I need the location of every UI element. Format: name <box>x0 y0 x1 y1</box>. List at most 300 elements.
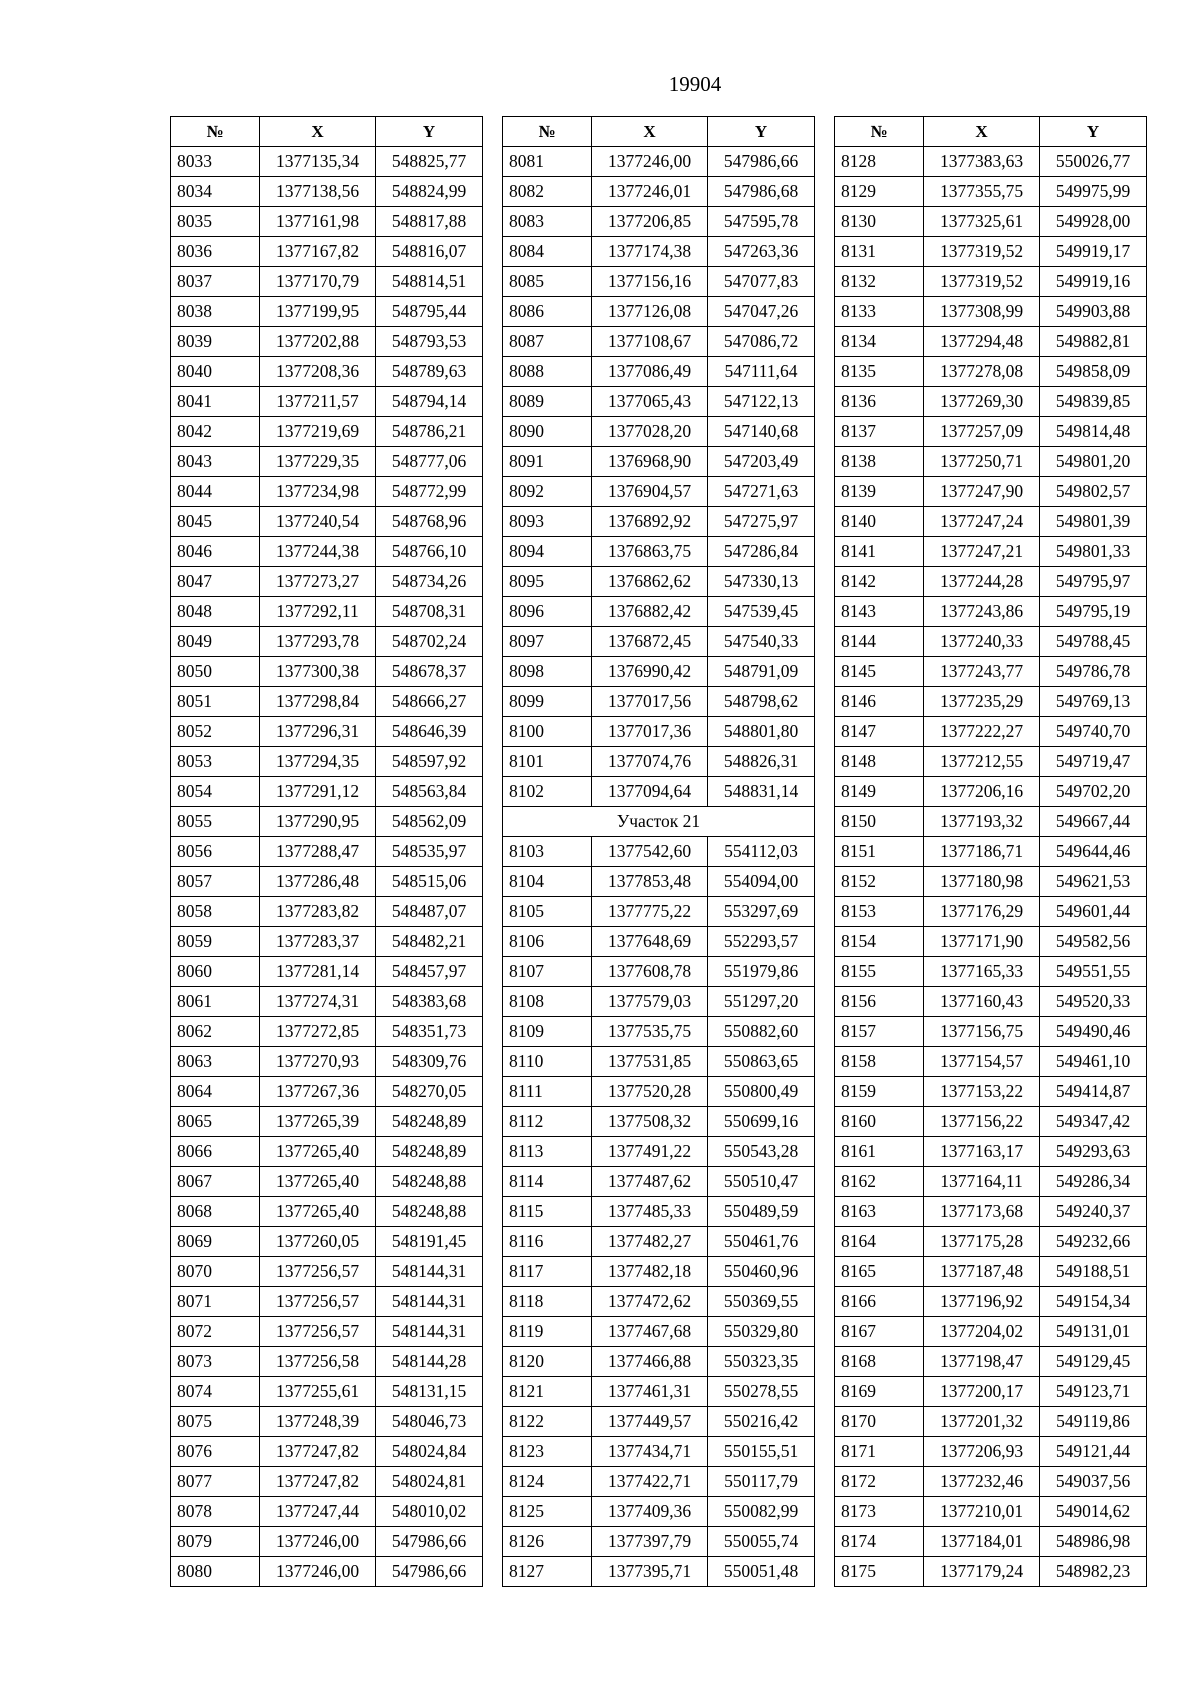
y-coordinate-cell: 548131,15 <box>376 1377 483 1407</box>
y-coordinate-cell: 550863,65 <box>708 1047 815 1077</box>
x-coordinate-cell: 1377531,85 <box>592 1047 708 1077</box>
point-number-cell: 8097 <box>503 627 592 657</box>
table-row <box>835 957 1147 987</box>
table-row <box>171 867 483 897</box>
y-coordinate-cell: 548708,31 <box>376 597 483 627</box>
x-coordinate-cell: 1377247,24 <box>924 507 1040 537</box>
x-coordinate-cell: 1377247,44 <box>260 1497 376 1527</box>
point-number-cell: 8111 <box>503 1077 592 1107</box>
y-coordinate-cell: 549621,53 <box>1040 867 1147 897</box>
y-coordinate-cell: 549129,45 <box>1040 1347 1147 1377</box>
x-coordinate-cell: 1377775,22 <box>592 897 708 927</box>
x-coordinate-cell: 1377319,52 <box>924 267 1040 297</box>
point-number-cell: 8090 <box>503 417 592 447</box>
x-coordinate-cell: 1377273,27 <box>260 567 376 597</box>
table-row <box>171 837 483 867</box>
y-coordinate-cell: 547330,13 <box>708 567 815 597</box>
x-coordinate-cell: 1377247,82 <box>260 1437 376 1467</box>
x-coordinate-cell: 1377240,54 <box>260 507 376 537</box>
point-number-cell: 8147 <box>835 717 924 747</box>
x-coordinate-cell: 1377520,28 <box>592 1077 708 1107</box>
header-number: № <box>171 117 260 147</box>
y-coordinate-cell: 550882,60 <box>708 1017 815 1047</box>
x-coordinate-cell: 1376968,90 <box>592 447 708 477</box>
x-coordinate-cell: 1377260,05 <box>260 1227 376 1257</box>
point-number-cell: 8113 <box>503 1137 592 1167</box>
header-x: X <box>260 117 376 147</box>
x-coordinate-cell: 1376872,45 <box>592 627 708 657</box>
x-coordinate-cell: 1377244,38 <box>260 537 376 567</box>
y-coordinate-cell: 548798,62 <box>708 687 815 717</box>
point-number-cell: 8133 <box>835 297 924 327</box>
x-coordinate-cell: 1377255,61 <box>260 1377 376 1407</box>
y-coordinate-cell: 548309,76 <box>376 1047 483 1077</box>
table-row <box>503 327 815 357</box>
point-number-cell: 8106 <box>503 927 592 957</box>
y-coordinate-cell: 548515,06 <box>376 867 483 897</box>
x-coordinate-cell: 1377466,88 <box>592 1347 708 1377</box>
table-row <box>503 357 815 387</box>
x-coordinate-cell: 1377210,01 <box>924 1497 1040 1527</box>
table-row <box>503 1167 815 1197</box>
table-row <box>503 1107 815 1137</box>
table-row <box>503 927 815 957</box>
x-coordinate-cell: 1377235,29 <box>924 687 1040 717</box>
y-coordinate-cell: 549014,62 <box>1040 1497 1147 1527</box>
x-coordinate-cell: 1377409,36 <box>592 1497 708 1527</box>
point-number-cell: 8164 <box>835 1227 924 1257</box>
point-number-cell: 8074 <box>171 1377 260 1407</box>
x-coordinate-cell: 1377161,98 <box>260 207 376 237</box>
x-coordinate-cell: 1377256,58 <box>260 1347 376 1377</box>
table-row <box>503 1227 815 1257</box>
x-coordinate-cell: 1377648,69 <box>592 927 708 957</box>
y-coordinate-cell: 550699,16 <box>708 1107 815 1137</box>
x-coordinate-cell: 1377247,82 <box>260 1467 376 1497</box>
table-row <box>835 897 1147 927</box>
table-row <box>171 1527 483 1557</box>
point-number-cell: 8064 <box>171 1077 260 1107</box>
point-number-cell: 8095 <box>503 567 592 597</box>
x-coordinate-cell: 1377135,34 <box>260 147 376 177</box>
point-number-cell: 8034 <box>171 177 260 207</box>
x-coordinate-cell: 1377156,16 <box>592 267 708 297</box>
x-coordinate-cell: 1377240,33 <box>924 627 1040 657</box>
point-number-cell: 8061 <box>171 987 260 1017</box>
table-row <box>503 867 815 897</box>
y-coordinate-cell: 549719,47 <box>1040 747 1147 777</box>
table-row <box>171 687 483 717</box>
table-row <box>503 237 815 267</box>
point-number-cell: 8130 <box>835 207 924 237</box>
table-row <box>171 267 483 297</box>
y-coordinate-cell: 549801,39 <box>1040 507 1147 537</box>
x-coordinate-cell: 1377173,68 <box>924 1197 1040 1227</box>
point-number-cell: 8062 <box>171 1017 260 1047</box>
point-number-cell: 8057 <box>171 867 260 897</box>
x-coordinate-cell: 1377198,47 <box>924 1347 1040 1377</box>
y-coordinate-cell: 548248,89 <box>376 1137 483 1167</box>
point-number-cell: 8154 <box>835 927 924 957</box>
y-coordinate-cell: 550543,28 <box>708 1137 815 1167</box>
y-coordinate-cell: 547047,26 <box>708 297 815 327</box>
y-coordinate-cell: 550082,99 <box>708 1497 815 1527</box>
point-number-cell: 8088 <box>503 357 592 387</box>
x-coordinate-cell: 1377256,57 <box>260 1287 376 1317</box>
table-row <box>503 507 815 537</box>
table-row <box>503 1017 815 1047</box>
x-coordinate-cell: 1377179,24 <box>924 1557 1040 1587</box>
x-coordinate-cell: 1377278,08 <box>924 357 1040 387</box>
table-row <box>171 147 483 177</box>
point-number-cell: 8082 <box>503 177 592 207</box>
table-row <box>171 1347 483 1377</box>
x-coordinate-cell: 1377283,37 <box>260 927 376 957</box>
x-coordinate-cell: 1377265,40 <box>260 1197 376 1227</box>
y-coordinate-cell: 547140,68 <box>708 417 815 447</box>
x-coordinate-cell: 1377170,79 <box>260 267 376 297</box>
table-row <box>503 897 815 927</box>
point-number-cell: 8083 <box>503 207 592 237</box>
point-number-cell: 8131 <box>835 237 924 267</box>
y-coordinate-cell: 548248,88 <box>376 1197 483 1227</box>
y-coordinate-cell: 549520,33 <box>1040 987 1147 1017</box>
y-coordinate-cell: 549347,42 <box>1040 1107 1147 1137</box>
x-coordinate-cell: 1377274,31 <box>260 987 376 1017</box>
y-coordinate-cell: 549858,09 <box>1040 357 1147 387</box>
point-number-cell: 8145 <box>835 657 924 687</box>
y-coordinate-cell: 547986,66 <box>376 1557 483 1587</box>
y-coordinate-cell: 548144,28 <box>376 1347 483 1377</box>
table-row <box>171 1467 483 1497</box>
y-coordinate-cell: 549232,66 <box>1040 1227 1147 1257</box>
y-coordinate-cell: 549795,19 <box>1040 597 1147 627</box>
table-row <box>835 747 1147 777</box>
table-row <box>835 1107 1147 1137</box>
point-number-cell: 8078 <box>171 1497 260 1527</box>
table-row <box>503 1137 815 1167</box>
y-coordinate-cell: 549461,10 <box>1040 1047 1147 1077</box>
point-number-cell: 8101 <box>503 747 592 777</box>
x-coordinate-cell: 1377246,00 <box>260 1557 376 1587</box>
x-coordinate-cell: 1377206,16 <box>924 777 1040 807</box>
table-row <box>503 1197 815 1227</box>
y-coordinate-cell: 548793,53 <box>376 327 483 357</box>
x-coordinate-cell: 1377535,75 <box>592 1017 708 1047</box>
x-coordinate-cell: 1377293,78 <box>260 627 376 657</box>
point-number-cell: 8066 <box>171 1137 260 1167</box>
y-coordinate-cell: 547111,64 <box>708 357 815 387</box>
y-coordinate-cell: 549801,33 <box>1040 537 1147 567</box>
x-coordinate-cell: 1377482,18 <box>592 1257 708 1287</box>
y-coordinate-cell: 548270,05 <box>376 1077 483 1107</box>
point-number-cell: 8117 <box>503 1257 592 1287</box>
y-coordinate-cell: 548046,73 <box>376 1407 483 1437</box>
coordinates-table-2 <box>502 116 815 1587</box>
table-row <box>171 1377 483 1407</box>
table-row <box>171 1077 483 1107</box>
x-coordinate-cell: 1376904,57 <box>592 477 708 507</box>
point-number-cell: 8146 <box>835 687 924 717</box>
table-row <box>835 177 1147 207</box>
point-number-cell: 8171 <box>835 1437 924 1467</box>
point-number-cell: 8168 <box>835 1347 924 1377</box>
x-coordinate-cell: 1377288,47 <box>260 837 376 867</box>
x-coordinate-cell: 1377163,17 <box>924 1137 1040 1167</box>
coordinates-table-3 <box>834 116 1147 1587</box>
point-number-cell: 8155 <box>835 957 924 987</box>
section-label: Участок 21 <box>503 807 815 837</box>
x-coordinate-cell: 1377246,00 <box>592 147 708 177</box>
y-coordinate-cell: 548982,23 <box>1040 1557 1147 1587</box>
y-coordinate-cell: 548814,51 <box>376 267 483 297</box>
x-coordinate-cell: 1377208,36 <box>260 357 376 387</box>
y-coordinate-cell: 549903,88 <box>1040 297 1147 327</box>
x-coordinate-cell: 1377296,31 <box>260 717 376 747</box>
point-number-cell: 8038 <box>171 297 260 327</box>
x-coordinate-cell: 1377204,02 <box>924 1317 1040 1347</box>
x-coordinate-cell: 1377257,09 <box>924 417 1040 447</box>
x-coordinate-cell: 1377193,32 <box>924 807 1040 837</box>
point-number-cell: 8132 <box>835 267 924 297</box>
table-row <box>171 927 483 957</box>
point-number-cell: 8156 <box>835 987 924 1017</box>
x-coordinate-cell: 1377269,30 <box>924 387 1040 417</box>
table-row <box>171 747 483 777</box>
table-row <box>171 897 483 927</box>
x-coordinate-cell: 1377491,22 <box>592 1137 708 1167</box>
x-coordinate-cell: 1377256,57 <box>260 1257 376 1287</box>
point-number-cell: 8039 <box>171 327 260 357</box>
point-number-cell: 8086 <box>503 297 592 327</box>
point-number-cell: 8073 <box>171 1347 260 1377</box>
y-coordinate-cell: 547595,78 <box>708 207 815 237</box>
y-coordinate-cell: 549123,71 <box>1040 1377 1147 1407</box>
table-row <box>503 1527 815 1557</box>
y-coordinate-cell: 549644,46 <box>1040 837 1147 867</box>
x-coordinate-cell: 1377243,77 <box>924 657 1040 687</box>
y-coordinate-cell: 549814,48 <box>1040 417 1147 447</box>
table-row <box>503 537 815 567</box>
y-coordinate-cell: 549795,97 <box>1040 567 1147 597</box>
y-coordinate-cell: 548597,92 <box>376 747 483 777</box>
y-coordinate-cell: 547263,36 <box>708 237 815 267</box>
y-coordinate-cell: 549414,87 <box>1040 1077 1147 1107</box>
table-row <box>835 417 1147 447</box>
x-coordinate-cell: 1377202,88 <box>260 327 376 357</box>
table-row <box>171 537 483 567</box>
table-row <box>503 477 815 507</box>
point-number-cell: 8100 <box>503 717 592 747</box>
y-coordinate-cell: 552293,57 <box>708 927 815 957</box>
x-coordinate-cell: 1377461,31 <box>592 1377 708 1407</box>
table-row <box>503 657 815 687</box>
y-coordinate-cell: 550800,49 <box>708 1077 815 1107</box>
y-coordinate-cell: 548024,84 <box>376 1437 483 1467</box>
y-coordinate-cell: 548563,84 <box>376 777 483 807</box>
table-row <box>503 1467 815 1497</box>
table-row <box>171 357 483 387</box>
table-row <box>503 567 815 597</box>
y-coordinate-cell: 549037,56 <box>1040 1467 1147 1497</box>
table-row <box>503 1377 815 1407</box>
y-coordinate-cell: 549882,81 <box>1040 327 1147 357</box>
point-number-cell: 8129 <box>835 177 924 207</box>
y-coordinate-cell: 550369,55 <box>708 1287 815 1317</box>
table-row <box>171 987 483 1017</box>
y-coordinate-cell: 550278,55 <box>708 1377 815 1407</box>
table-row <box>835 1437 1147 1467</box>
y-coordinate-cell: 548351,73 <box>376 1017 483 1047</box>
point-number-cell: 8148 <box>835 747 924 777</box>
y-coordinate-cell: 547275,97 <box>708 507 815 537</box>
table-row <box>835 147 1147 177</box>
x-coordinate-cell: 1377180,98 <box>924 867 1040 897</box>
x-coordinate-cell: 1377383,63 <box>924 147 1040 177</box>
point-number-cell: 8126 <box>503 1527 592 1557</box>
y-coordinate-cell: 549119,86 <box>1040 1407 1147 1437</box>
x-coordinate-cell: 1377542,60 <box>592 837 708 867</box>
y-coordinate-cell: 548678,37 <box>376 657 483 687</box>
y-coordinate-cell: 549786,78 <box>1040 657 1147 687</box>
y-coordinate-cell: 548768,96 <box>376 507 483 537</box>
table-row <box>171 447 483 477</box>
table-row <box>835 657 1147 687</box>
y-coordinate-cell: 548795,44 <box>376 297 483 327</box>
y-coordinate-cell: 547271,63 <box>708 477 815 507</box>
x-coordinate-cell: 1377325,61 <box>924 207 1040 237</box>
y-coordinate-cell: 547122,13 <box>708 387 815 417</box>
y-coordinate-cell: 548144,31 <box>376 1257 483 1287</box>
point-number-cell: 8049 <box>171 627 260 657</box>
y-coordinate-cell: 548487,07 <box>376 897 483 927</box>
point-number-cell: 8172 <box>835 1467 924 1497</box>
x-coordinate-cell: 1377219,69 <box>260 417 376 447</box>
y-coordinate-cell: 548766,10 <box>376 537 483 567</box>
x-coordinate-cell: 1377247,21 <box>924 537 1040 567</box>
point-number-cell: 8163 <box>835 1197 924 1227</box>
table-row <box>835 1017 1147 1047</box>
x-coordinate-cell: 1377294,48 <box>924 327 1040 357</box>
table-row <box>835 447 1147 477</box>
y-coordinate-cell: 548734,26 <box>376 567 483 597</box>
point-number-cell: 8127 <box>503 1557 592 1587</box>
y-coordinate-cell: 548791,09 <box>708 657 815 687</box>
point-number-cell: 8054 <box>171 777 260 807</box>
point-number-cell: 8070 <box>171 1257 260 1287</box>
x-coordinate-cell: 1377853,48 <box>592 867 708 897</box>
point-number-cell: 8059 <box>171 927 260 957</box>
point-number-cell: 8058 <box>171 897 260 927</box>
point-number-cell: 8053 <box>171 747 260 777</box>
x-coordinate-cell: 1377186,71 <box>924 837 1040 867</box>
y-coordinate-cell: 549788,45 <box>1040 627 1147 657</box>
table-row <box>835 207 1147 237</box>
header-y: Y <box>708 117 815 147</box>
table-row <box>171 1137 483 1167</box>
point-number-cell: 8048 <box>171 597 260 627</box>
x-coordinate-cell: 1377256,57 <box>260 1317 376 1347</box>
y-coordinate-cell: 549286,34 <box>1040 1167 1147 1197</box>
table-row <box>171 717 483 747</box>
table-row <box>503 957 815 987</box>
point-number-cell: 8140 <box>835 507 924 537</box>
y-coordinate-cell: 554094,00 <box>708 867 815 897</box>
y-coordinate-cell: 548824,99 <box>376 177 483 207</box>
point-number-cell: 8092 <box>503 477 592 507</box>
y-coordinate-cell: 548191,45 <box>376 1227 483 1257</box>
point-number-cell: 8098 <box>503 657 592 687</box>
table-row <box>171 657 483 687</box>
x-coordinate-cell: 1377319,52 <box>924 237 1040 267</box>
point-number-cell: 8162 <box>835 1167 924 1197</box>
table-row <box>835 357 1147 387</box>
table-row <box>171 1047 483 1077</box>
point-number-cell: 8063 <box>171 1047 260 1077</box>
x-coordinate-cell: 1377247,90 <box>924 477 1040 507</box>
point-number-cell: 8124 <box>503 1467 592 1497</box>
x-coordinate-cell: 1377265,40 <box>260 1167 376 1197</box>
x-coordinate-cell: 1377164,11 <box>924 1167 1040 1197</box>
table-row <box>171 417 483 447</box>
x-coordinate-cell: 1377243,86 <box>924 597 1040 627</box>
point-number-cell: 8093 <box>503 507 592 537</box>
x-coordinate-cell: 1377065,43 <box>592 387 708 417</box>
x-coordinate-cell: 1377472,62 <box>592 1287 708 1317</box>
point-number-cell: 8152 <box>835 867 924 897</box>
x-coordinate-cell: 1377201,32 <box>924 1407 1040 1437</box>
y-coordinate-cell: 548248,89 <box>376 1107 483 1137</box>
y-coordinate-cell: 547986,66 <box>708 147 815 177</box>
y-coordinate-cell: 550489,59 <box>708 1197 815 1227</box>
table-row <box>835 1377 1147 1407</box>
point-number-cell: 8047 <box>171 567 260 597</box>
point-number-cell: 8055 <box>171 807 260 837</box>
x-coordinate-cell: 1377298,84 <box>260 687 376 717</box>
point-number-cell: 8173 <box>835 1497 924 1527</box>
x-coordinate-cell: 1376990,42 <box>592 657 708 687</box>
table-row <box>171 1107 483 1137</box>
section-row <box>503 807 815 837</box>
table-row <box>171 807 483 837</box>
point-number-cell: 8122 <box>503 1407 592 1437</box>
point-number-cell: 8067 <box>171 1167 260 1197</box>
x-coordinate-cell: 1377246,01 <box>592 177 708 207</box>
point-number-cell: 8134 <box>835 327 924 357</box>
y-coordinate-cell: 549919,16 <box>1040 267 1147 297</box>
point-number-cell: 8102 <box>503 777 592 807</box>
table-row <box>835 507 1147 537</box>
y-coordinate-cell: 550323,35 <box>708 1347 815 1377</box>
x-coordinate-cell: 1377395,71 <box>592 1557 708 1587</box>
y-coordinate-cell: 549975,99 <box>1040 177 1147 207</box>
y-coordinate-cell: 548248,88 <box>376 1167 483 1197</box>
table-row <box>835 327 1147 357</box>
x-coordinate-cell: 1377171,90 <box>924 927 1040 957</box>
header-x: X <box>924 117 1040 147</box>
x-coordinate-cell: 1377206,93 <box>924 1437 1040 1467</box>
point-number-cell: 8085 <box>503 267 592 297</box>
point-number-cell: 8040 <box>171 357 260 387</box>
x-coordinate-cell: 1377184,01 <box>924 1527 1040 1557</box>
y-coordinate-cell: 550117,79 <box>708 1467 815 1497</box>
point-number-cell: 8094 <box>503 537 592 567</box>
point-number-cell: 8079 <box>171 1527 260 1557</box>
point-number-cell: 8087 <box>503 327 592 357</box>
x-coordinate-cell: 1377156,75 <box>924 1017 1040 1047</box>
point-number-cell: 8121 <box>503 1377 592 1407</box>
point-number-cell: 8118 <box>503 1287 592 1317</box>
